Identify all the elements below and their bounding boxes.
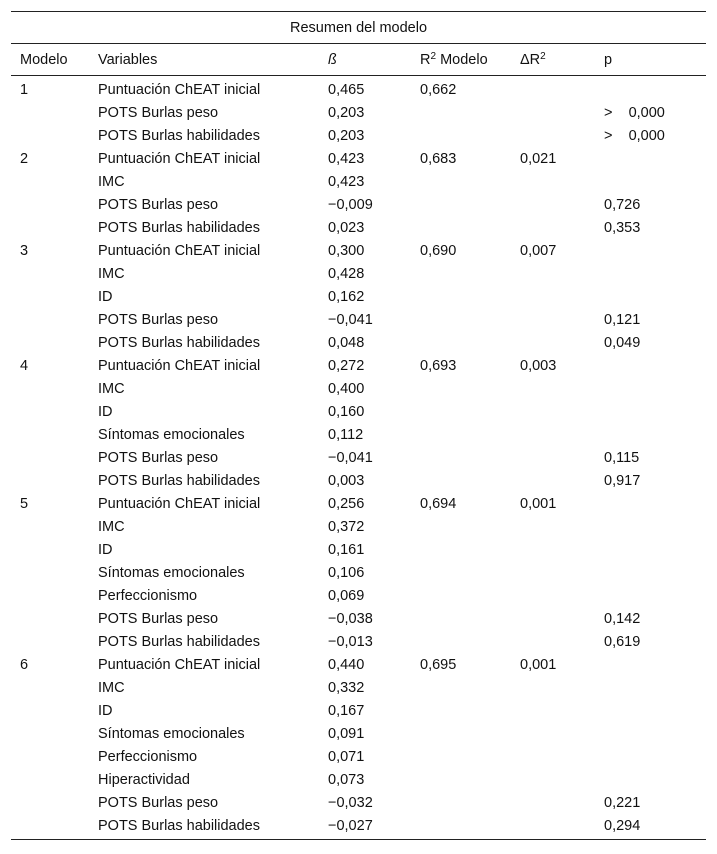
cell-beta: 0,423 xyxy=(328,150,365,167)
cell-beta: −0,041 xyxy=(328,311,373,328)
table-row xyxy=(11,814,706,840)
header-r2-modelo xyxy=(411,44,511,76)
cell-delta-r2 xyxy=(511,722,595,745)
cell-r2-modelo xyxy=(411,262,511,285)
cell-variable: Puntuación ChEAT inicial xyxy=(98,495,261,512)
cell-modelo xyxy=(11,515,89,538)
cell-modelo xyxy=(11,745,89,768)
cell-p xyxy=(595,377,706,400)
table-header-row xyxy=(11,44,706,76)
cell-beta: 0,372 xyxy=(328,518,365,535)
table-body xyxy=(11,76,706,840)
cell-delta-r2 xyxy=(511,423,595,446)
cell-variable: Perfeccionismo xyxy=(98,587,198,604)
table-caption-row xyxy=(11,12,706,44)
cell-p: 0,294 xyxy=(595,814,706,840)
table-row xyxy=(11,469,706,492)
cell-variable: POTS Burlas peso xyxy=(98,196,219,213)
cell-r2-modelo xyxy=(411,446,511,469)
cell-p xyxy=(595,262,706,285)
table-row xyxy=(11,239,706,262)
cell-variable: POTS Burlas habilidades xyxy=(98,633,260,650)
cell-beta: 0,440 xyxy=(328,656,365,673)
cell-variable: POTS Burlas peso xyxy=(98,610,219,627)
cell-p xyxy=(595,722,706,745)
cell-p xyxy=(595,285,706,308)
cell-p: > 0,000 xyxy=(604,127,665,144)
cell-modelo xyxy=(11,101,89,124)
cell-variable: ID xyxy=(98,541,113,558)
cell-modelo xyxy=(11,676,89,699)
cell-beta: 0,162 xyxy=(328,288,365,305)
cell-delta-r2 xyxy=(511,561,595,584)
cell-modelo xyxy=(11,331,89,354)
cell-delta-r2 xyxy=(511,538,595,561)
cell-variable: ID xyxy=(98,702,113,719)
cell-r2-modelo xyxy=(411,101,511,124)
table-row xyxy=(11,607,706,630)
cell-beta: −0,041 xyxy=(328,449,373,466)
cell-p: 0,221 xyxy=(604,794,641,811)
cell-beta: −0,032 xyxy=(328,794,373,811)
cell-delta-r2 xyxy=(511,814,595,840)
cell-r2-modelo xyxy=(411,538,511,561)
cell-r2-modelo xyxy=(411,699,511,722)
cell-delta-r2 xyxy=(511,377,595,400)
cell-variable: Síntomas emocionales xyxy=(98,725,245,742)
cell-delta-r2: 0,001 xyxy=(520,495,557,512)
table-row xyxy=(11,653,706,676)
cell-beta: 0,203 xyxy=(328,104,365,121)
cell-r2-modelo xyxy=(411,216,511,239)
cell-delta-r2 xyxy=(511,170,595,193)
cell-variable: POTS Burlas habilidades xyxy=(98,472,260,489)
cell-modelo xyxy=(11,584,89,607)
cell-beta: 0,023 xyxy=(328,219,365,236)
cell-beta: 0,428 xyxy=(328,265,365,282)
cell-beta: −0,038 xyxy=(328,610,373,627)
cell-p xyxy=(595,423,706,446)
cell-modelo xyxy=(11,423,89,446)
cell-delta-r2 xyxy=(511,285,595,308)
cell-modelo xyxy=(11,561,89,584)
table-row xyxy=(11,515,706,538)
cell-variable: Síntomas emocionales xyxy=(98,564,245,581)
cell-variable: IMC xyxy=(98,380,125,397)
table-row xyxy=(11,446,706,469)
cell-p: 0,917 xyxy=(604,472,641,489)
header-modelo: Modelo xyxy=(11,44,89,76)
cell-modelo xyxy=(11,768,89,791)
cell-p xyxy=(595,147,706,170)
cell-variable: IMC xyxy=(98,265,125,282)
cell-beta: 0,091 xyxy=(328,725,365,742)
cell-r2-modelo xyxy=(411,676,511,699)
cell-modelo xyxy=(11,446,89,469)
cell-r2-modelo: 0,690 xyxy=(420,242,457,259)
header-p: p xyxy=(595,44,706,76)
cell-delta-r2: 0,021 xyxy=(520,150,557,167)
cell-beta: 0,256 xyxy=(328,495,365,512)
table-row xyxy=(11,147,706,170)
cell-delta-r2 xyxy=(511,768,595,791)
cell-r2-modelo xyxy=(411,722,511,745)
cell-p: 0,049 xyxy=(604,334,641,351)
cell-r2-modelo xyxy=(411,607,511,630)
cell-modelo: 1 xyxy=(20,81,29,98)
table-row xyxy=(11,262,706,285)
cell-p: > 0,000 xyxy=(604,104,665,121)
cell-p: 0,353 xyxy=(604,219,641,236)
cell-modelo xyxy=(11,814,89,840)
table-row xyxy=(11,630,706,653)
cell-modelo xyxy=(11,699,89,722)
table-row xyxy=(11,584,706,607)
cell-variable: POTS Burlas peso xyxy=(98,794,219,811)
cell-p xyxy=(595,400,706,423)
table-row xyxy=(11,193,706,216)
cell-beta: 0,112 xyxy=(328,426,364,443)
cell-modelo xyxy=(11,262,89,285)
cell-modelo xyxy=(11,469,89,492)
table-row xyxy=(11,423,706,446)
cell-modelo: 2 xyxy=(20,150,29,167)
header-variables: Variables xyxy=(89,44,319,76)
table-row xyxy=(11,216,706,239)
cell-p: 0,619 xyxy=(604,633,641,650)
cell-modelo xyxy=(11,377,89,400)
cell-r2-modelo xyxy=(411,561,511,584)
cell-r2-modelo xyxy=(411,423,511,446)
cell-modelo: 4 xyxy=(20,357,29,374)
table-row xyxy=(11,561,706,584)
cell-delta-r2 xyxy=(511,76,595,102)
cell-variable: POTS Burlas habilidades xyxy=(98,334,260,351)
cell-variable: POTS Burlas peso xyxy=(98,104,219,121)
cell-r2-modelo: 0,683 xyxy=(420,150,457,167)
cell-r2-modelo xyxy=(411,515,511,538)
cell-p xyxy=(595,354,706,377)
cell-variable: IMC xyxy=(98,679,125,696)
cell-beta: 0,423 xyxy=(328,173,365,190)
cell-delta-r2 xyxy=(511,308,595,331)
cell-modelo xyxy=(11,538,89,561)
header-r2-prefix: R xyxy=(420,51,431,68)
table-row xyxy=(11,170,706,193)
cell-modelo xyxy=(11,722,89,745)
cell-r2-modelo: 0,693 xyxy=(420,357,457,374)
cell-variable: IMC xyxy=(98,518,125,535)
cell-variable: POTS Burlas peso xyxy=(98,449,219,466)
cell-delta-r2: 0,001 xyxy=(520,656,557,673)
header-r2-suffix: Modelo xyxy=(436,51,488,68)
cell-beta: 0,160 xyxy=(328,403,365,420)
cell-delta-r2 xyxy=(511,446,595,469)
cell-r2-modelo xyxy=(411,285,511,308)
cell-modelo: 3 xyxy=(20,242,29,259)
cell-beta: 0,003 xyxy=(328,472,365,489)
cell-beta: 0,272 xyxy=(328,357,365,374)
cell-variable: ID xyxy=(98,403,113,420)
cell-delta-r2: 0,003 xyxy=(520,357,557,374)
cell-p xyxy=(595,561,706,584)
cell-delta-r2 xyxy=(511,791,595,814)
cell-delta-r2 xyxy=(511,676,595,699)
table-row xyxy=(11,492,706,515)
table-row xyxy=(11,377,706,400)
cell-r2-modelo xyxy=(411,400,511,423)
header-r2-sup: 2 xyxy=(430,50,437,62)
cell-modelo: 5 xyxy=(20,495,29,512)
cell-beta: 0,073 xyxy=(328,771,365,788)
cell-r2-modelo: 0,662 xyxy=(420,81,457,98)
cell-p xyxy=(595,538,706,561)
table-row xyxy=(11,745,706,768)
header-beta: ß xyxy=(319,44,411,76)
cell-variable: POTS Burlas habilidades xyxy=(98,219,260,236)
cell-variable: Puntuación ChEAT inicial xyxy=(98,81,261,98)
table-row xyxy=(11,400,706,423)
cell-delta-r2 xyxy=(511,124,595,147)
table-caption: Resumen del modelo xyxy=(11,12,706,44)
cell-beta: −0,009 xyxy=(328,196,373,213)
cell-p xyxy=(595,653,706,676)
cell-beta: 0,465 xyxy=(328,81,365,98)
cell-r2-modelo xyxy=(411,170,511,193)
table-row xyxy=(11,285,706,308)
cell-variable: Puntuación ChEAT inicial xyxy=(98,242,261,259)
cell-modelo xyxy=(11,170,89,193)
cell-p xyxy=(595,76,706,102)
cell-modelo xyxy=(11,791,89,814)
cell-beta: 0,069 xyxy=(328,587,365,604)
cell-p xyxy=(595,515,706,538)
cell-variable: IMC xyxy=(98,173,125,190)
cell-delta-r2 xyxy=(511,515,595,538)
cell-beta: 0,400 xyxy=(328,380,365,397)
cell-variable: Puntuación ChEAT inicial xyxy=(98,656,261,673)
cell-beta: −0,013 xyxy=(328,633,373,650)
cell-delta-r2 xyxy=(511,400,595,423)
cell-modelo xyxy=(11,124,89,147)
cell-beta: 0,106 xyxy=(328,564,365,581)
cell-variable: POTS Burlas peso xyxy=(98,311,219,328)
cell-r2-modelo xyxy=(411,630,511,653)
table-row xyxy=(11,699,706,722)
table-row xyxy=(11,791,706,814)
cell-delta-r2 xyxy=(511,584,595,607)
cell-r2-modelo: 0,694 xyxy=(420,495,457,512)
header-dr2-sup: 2 xyxy=(540,50,546,62)
cell-variable: Hiperactividad xyxy=(98,771,190,788)
cell-p xyxy=(595,768,706,791)
table-row xyxy=(11,768,706,791)
table-row xyxy=(11,538,706,561)
table-row xyxy=(11,354,706,377)
cell-modelo: 6 xyxy=(20,656,29,673)
cell-delta-r2 xyxy=(511,193,595,216)
table-row xyxy=(11,76,706,102)
cell-beta: −0,027 xyxy=(319,814,411,840)
cell-delta-r2 xyxy=(511,630,595,653)
table-row xyxy=(11,331,706,354)
cell-beta: 0,167 xyxy=(328,702,365,719)
cell-p xyxy=(595,745,706,768)
cell-r2-modelo xyxy=(411,768,511,791)
table-row xyxy=(11,101,706,124)
cell-r2-modelo xyxy=(411,791,511,814)
cell-r2-modelo xyxy=(411,193,511,216)
cell-delta-r2 xyxy=(511,262,595,285)
cell-modelo xyxy=(11,400,89,423)
header-delta-r2 xyxy=(511,44,595,76)
cell-p xyxy=(595,676,706,699)
cell-r2-modelo xyxy=(411,584,511,607)
cell-p: 0,142 xyxy=(604,610,641,627)
cell-r2-modelo xyxy=(411,469,511,492)
cell-p xyxy=(595,584,706,607)
cell-variable: Síntomas emocionales xyxy=(98,426,245,443)
header-dr2-prefix: ΔR xyxy=(520,51,541,68)
regression-summary-table-container xyxy=(11,11,706,840)
cell-delta-r2 xyxy=(511,745,595,768)
cell-modelo xyxy=(11,607,89,630)
cell-r2-modelo: 0,695 xyxy=(420,656,457,673)
cell-beta: 0,071 xyxy=(328,748,365,765)
cell-beta: 0,048 xyxy=(328,334,365,351)
table-row xyxy=(11,124,706,147)
cell-modelo xyxy=(11,285,89,308)
cell-variable: Puntuación ChEAT inicial xyxy=(98,357,261,374)
cell-r2-modelo xyxy=(411,331,511,354)
cell-variable: Perfeccionismo xyxy=(98,748,198,765)
cell-r2-modelo xyxy=(411,377,511,400)
cell-delta-r2 xyxy=(511,469,595,492)
cell-p xyxy=(595,492,706,515)
table-row xyxy=(11,722,706,745)
cell-modelo xyxy=(11,630,89,653)
regression-summary-table xyxy=(11,11,706,840)
cell-beta: 0,161 xyxy=(328,541,365,558)
cell-r2-modelo xyxy=(411,814,511,840)
cell-variable: POTS Burlas habilidades xyxy=(89,814,319,840)
cell-r2-modelo xyxy=(411,308,511,331)
table-row xyxy=(11,676,706,699)
cell-delta-r2 xyxy=(511,216,595,239)
cell-p xyxy=(595,239,706,262)
cell-p: 0,121 xyxy=(604,311,641,328)
cell-p: 0,115 xyxy=(604,449,640,466)
cell-variable: POTS Burlas habilidades xyxy=(98,127,260,144)
table-row xyxy=(11,308,706,331)
cell-p xyxy=(595,170,706,193)
cell-delta-r2 xyxy=(511,101,595,124)
cell-beta: 0,332 xyxy=(328,679,365,696)
cell-p xyxy=(595,699,706,722)
cell-beta: 0,300 xyxy=(328,242,365,259)
cell-delta-r2: 0,007 xyxy=(520,242,557,259)
cell-beta: 0,203 xyxy=(328,127,365,144)
cell-delta-r2 xyxy=(511,699,595,722)
cell-variable: Puntuación ChEAT inicial xyxy=(98,150,261,167)
cell-modelo xyxy=(11,308,89,331)
cell-delta-r2 xyxy=(511,331,595,354)
cell-p: 0,726 xyxy=(604,196,641,213)
cell-delta-r2 xyxy=(511,607,595,630)
cell-modelo xyxy=(11,193,89,216)
cell-variable: ID xyxy=(98,288,113,305)
cell-modelo xyxy=(11,216,89,239)
cell-r2-modelo xyxy=(411,124,511,147)
cell-r2-modelo xyxy=(411,745,511,768)
